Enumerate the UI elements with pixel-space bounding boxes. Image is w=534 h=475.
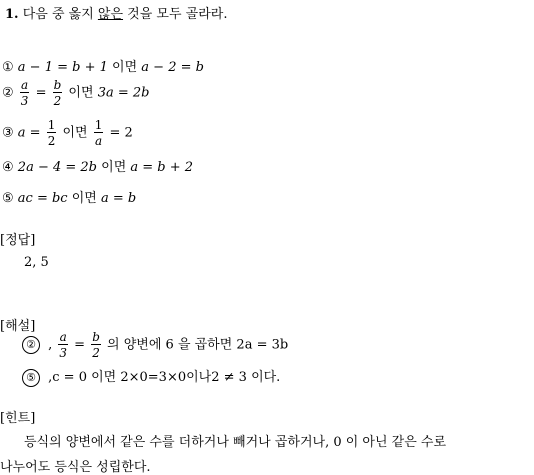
option-equation: ac = bc: [17, 191, 68, 206]
fraction-numerator: b: [92, 330, 100, 344]
explanation-comma: ,: [44, 337, 53, 353]
fraction: [20, 79, 30, 107]
fraction-numerator: a: [21, 78, 29, 92]
explanation-text: 의 양변에 6 을 곱하면 2a = 3b: [102, 337, 289, 353]
equals-sign: =: [70, 337, 90, 353]
option-result: a − 2 = b: [141, 60, 204, 75]
fraction-numerator: b: [53, 78, 62, 92]
hint-label: [힌트]: [0, 411, 36, 426]
option-1: [2, 56, 204, 75]
fraction-numerator: 1: [47, 118, 56, 132]
option-3: [2, 119, 133, 147]
option-marker: ①: [2, 60, 14, 75]
option-marker: ③: [2, 125, 14, 141]
fraction-denominator: 2: [47, 134, 56, 148]
option-connector: 이면: [58, 125, 92, 141]
fraction: [58, 331, 68, 359]
circled-marker: ⑤: [22, 369, 40, 387]
fraction-numerator: a: [59, 330, 67, 344]
explanation-label: [해설]: [0, 319, 36, 334]
option-2: [2, 79, 149, 107]
fraction-denominator: 2: [92, 346, 100, 360]
option-result: a = b + 2: [130, 160, 194, 175]
option-connector: 이면: [64, 85, 98, 101]
question-number: 1.: [5, 7, 19, 22]
question-text-after: 것을 모두 골라라.: [123, 7, 228, 22]
fraction-denominator: 3: [20, 94, 29, 108]
option-connector: 이면: [97, 160, 131, 175]
option-equation: a − 1 = b + 1: [17, 60, 108, 75]
question-text-before: 다음 중 옳지: [22, 7, 98, 22]
option-result: 3a = 2b: [97, 85, 150, 101]
fraction: [91, 331, 101, 359]
option-4: [2, 156, 193, 175]
fraction-denominator: a: [94, 134, 103, 148]
hint-line-2: 나누어도 등식은 성립한다.: [0, 460, 151, 475]
fraction: [94, 119, 104, 147]
fraction: [53, 79, 63, 107]
explanation-line-2: [22, 366, 280, 387]
option-marker: ④: [2, 160, 14, 175]
question: [5, 3, 227, 22]
option-connector: 이면: [67, 191, 101, 206]
answer-value: 2, 5: [24, 255, 49, 270]
question-text-underlined: 않은: [97, 7, 124, 22]
explanation-text: ,c = 0 이면 2×0=3×0이나2 ≠ 3 이다.: [44, 370, 281, 385]
explanation-line-1: [22, 331, 288, 359]
hint-line-1: 등식의 양변에서 같은 수를 더하거나 빼거나 곱하거나, 0 이 아닌 같은 수로: [24, 435, 447, 450]
option-lhs: a =: [17, 125, 45, 141]
option-marker: ⑤: [2, 191, 14, 206]
option-marker: ②: [2, 85, 14, 101]
option-result: a = b: [100, 191, 137, 206]
option-connector: 이면: [107, 60, 142, 75]
fraction-numerator: 1: [94, 118, 103, 132]
option-equation: 2a − 4 = 2b: [17, 160, 97, 175]
option-rhs: = 2: [105, 125, 133, 141]
option-5: [2, 187, 136, 206]
circled-marker: ②: [22, 336, 40, 354]
fraction-denominator: 3: [59, 346, 68, 360]
answer-label: [정답]: [0, 233, 36, 248]
fraction-denominator: 2: [53, 94, 62, 108]
fraction: [47, 119, 57, 147]
equals-sign: =: [31, 85, 51, 101]
